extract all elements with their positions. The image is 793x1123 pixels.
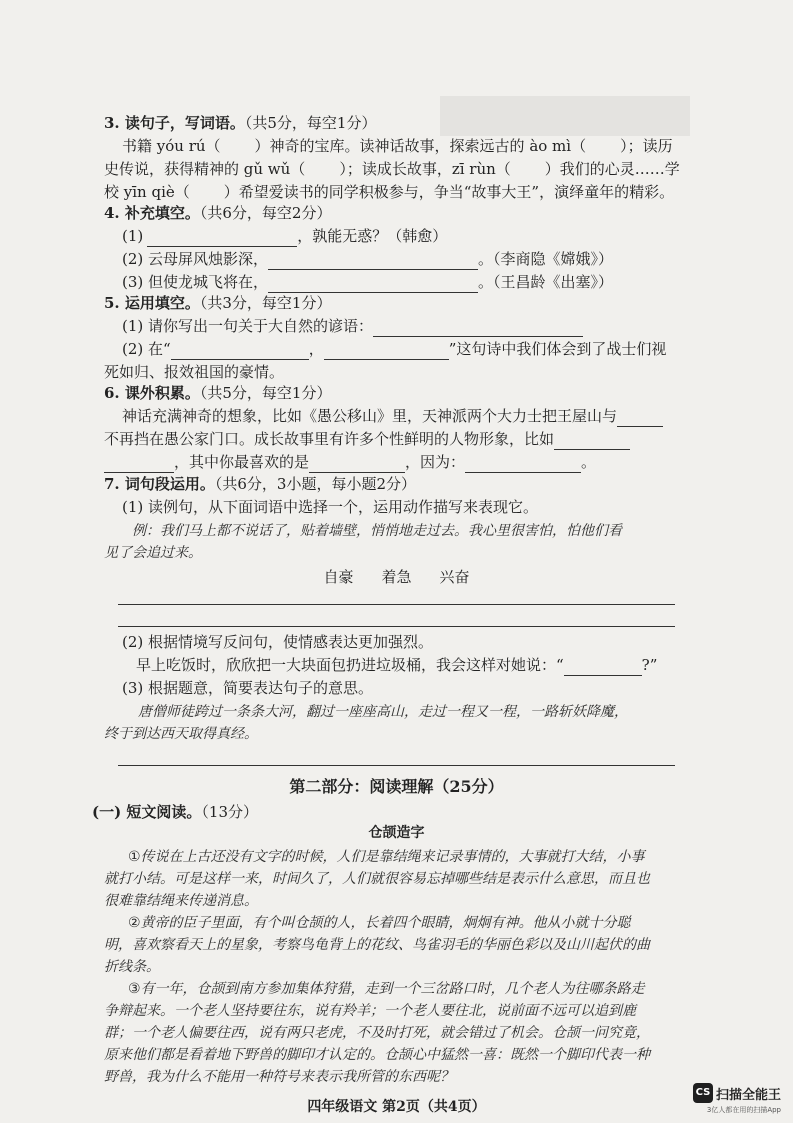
q3-text: ）希望爱读书的同学积极参与，争当“故事大王”，演绎童年的精彩。 (223, 183, 675, 201)
q7-word-choices (0, 566, 793, 588)
q3-text: ）我们的心灵……学 (544, 160, 680, 178)
scanner-watermark (693, 1083, 781, 1116)
q6-text: ，其中你最喜欢的是 (174, 453, 310, 471)
q5-text: (2) 在“ (122, 340, 171, 358)
q6-line3 (104, 451, 685, 473)
q4-text: 。（李商隐《嫦娥》） (478, 250, 614, 268)
word-choice: 兴奋 (439, 568, 470, 586)
article-paragraph3-line: 争辩起来。一个老人坚持要往东，说有羚羊；一个老人要往北，说前面不远可以追到鹿 (104, 1003, 636, 1019)
q5-text: (1) 请你写出一句关于大自然的谚语： (122, 317, 374, 335)
q3-text: ）神奇的宝库。读神话故事，探索远古的 ào mì（ (254, 137, 587, 155)
article-title: 仓颉造字 (368, 825, 425, 841)
answer-blank[interactable] (564, 660, 642, 676)
q6-text: 神话充满神奇的想象，比如《愚公移山》里，天神派两个大力士把王屋山与 (122, 407, 618, 425)
cs-logo-icon: CS (693, 1083, 713, 1103)
q7-score: （共6分，3小题，每小题2分） (214, 475, 417, 493)
q6-header (104, 382, 685, 404)
q7-text: ?” (641, 656, 658, 674)
watermark-brand: 扫描全能王 (715, 1087, 781, 1103)
q6-title: 6. 课外积累。 (104, 384, 200, 402)
q4-score: （共6分，每空2分） (199, 204, 332, 222)
answer-blank[interactable] (268, 254, 478, 270)
article-paragraph1-line: ①传说在上古还没有文字的时候，人们是靠结绳来记录事情的，大事就打大结，小事 (128, 849, 645, 865)
q3-text: 史传说，获得精神的 gǔ wǔ（ (104, 160, 306, 178)
q6-text: ，因为： (405, 453, 466, 471)
q3-text: ）；读成长故事，zī rùn（ (339, 160, 511, 178)
q5-line3: 死如归、报效祖国的豪情。 (104, 363, 285, 381)
answer-blank[interactable] (104, 457, 174, 473)
q4-text: ，孰能无惑？（韩愈） (297, 227, 448, 245)
q7-title: 7. 词句段运用。 (104, 475, 215, 493)
q5-line1 (122, 315, 685, 337)
q7-sub2: (2) 根据情境写反问句，使情感表达更加强烈。 (122, 633, 434, 651)
answer-blank[interactable] (373, 321, 583, 337)
article-paragraph2-line: 明，喜欢察看天上的星象，考察鸟龟背上的花纹、鸟雀羽毛的华丽色彩以及山川起伏的曲 (104, 937, 650, 953)
q4-line1 (122, 225, 685, 247)
q7-sub2-context (136, 654, 685, 676)
q4-text: (3) 但使龙城飞将在， (122, 273, 269, 291)
q4-header (104, 202, 685, 224)
q3-line3 (104, 181, 685, 203)
q3-text: 校 yīn qiè（ (104, 183, 190, 201)
q7-sub3-text2: 终于到达西天取得真经。 (104, 726, 258, 742)
q7-sub3-text1: 唐僧师徒跨过一条条大河，翻过一座座高山，走过一程又一程，一路斩妖降魔， (138, 704, 628, 720)
q3-header (104, 112, 685, 134)
q4-title: 4. 补充填空。 (104, 204, 200, 222)
q7-header (104, 473, 685, 495)
q6-line2 (104, 428, 685, 450)
article-paragraph3-line: 群；一个老人偏要往西，说有两只老虎，不及时打死，就会错过了机会。仓颉一问究竟， (104, 1025, 650, 1041)
q3-text: 书籍 yóu rú（ (122, 137, 221, 155)
answer-line[interactable] (118, 765, 675, 766)
q3-line1 (122, 135, 685, 157)
answer-blank[interactable] (171, 344, 309, 360)
q3-text: ）；读历 (620, 137, 673, 155)
q7-text: 早上吃饭时，欣欣把一大块面包扔进垃圾桶，我会这样对她说：“ (136, 656, 564, 674)
q7-example-line1: 例：我们马上都不说话了，贴着墙壁，悄悄地走过去。我心里很害怕，怕他们看 (132, 523, 622, 539)
answer-blank[interactable] (147, 231, 297, 247)
q4-text: (2) 云母屏风烛影深， (122, 250, 269, 268)
item-number: (1) (122, 227, 144, 245)
part2-section (92, 801, 685, 823)
answer-blank[interactable] (465, 457, 581, 473)
q5-text: ”这句诗中我们体会到了战士们视 (448, 340, 667, 358)
answer-blank[interactable] (617, 411, 663, 427)
article-paragraph3-line: 原来他们都是看着地下野兽的脚印才认定的。仓颉心中猛然一喜：既然一个脚印代表一种 (104, 1047, 650, 1063)
answer-blank[interactable] (309, 457, 405, 473)
q7-example-line2: 见了会追过来。 (104, 545, 202, 561)
answer-blank[interactable] (324, 344, 449, 360)
q7-sub3: (3) 根据题意，简要表达句子的意思。 (122, 679, 374, 697)
q3-score: （共5分，每空1分） (244, 114, 377, 132)
answer-line[interactable] (118, 604, 675, 605)
q3-title: 3. 读句子，写词语。 (104, 114, 245, 132)
q3-line2 (104, 158, 685, 180)
answer-blank[interactable] (554, 434, 630, 450)
page-footer: 四年级语文 第2页（共4页） (307, 1099, 486, 1115)
article-paragraph2-line: ②黄帝的臣子里面，有个叫仓颉的人，长着四个眼睛，炯炯有神。他从小就十分聪 (128, 915, 631, 931)
part2-title: 第二部分：阅读理解（25分） (289, 777, 504, 796)
word-choice: 着急 (381, 568, 412, 586)
q5-text: ， (308, 340, 324, 358)
answer-blank[interactable] (268, 277, 478, 293)
q6-text: 。 (581, 453, 597, 471)
q4-line3 (122, 271, 685, 293)
q5-header (104, 292, 685, 314)
q4-text: 。（王昌龄《出塞》） (478, 273, 614, 291)
article-paragraph1-line: 很难靠结绳来传递消息。 (104, 893, 258, 909)
watermark-tagline: 3亿人都在用的扫描App (706, 1106, 781, 1114)
article-paragraph3-line: ③有一年，仓颉到南方参加集体狩猎，走到一个三岔路口时，几个老人为往哪条路走 (128, 981, 645, 997)
q6-score: （共5分，每空1分） (199, 384, 332, 402)
article-paragraph2-line: 折线条。 (104, 959, 160, 975)
answer-line[interactable] (118, 626, 675, 627)
word-choice: 自豪 (323, 568, 354, 586)
q4-line2 (122, 248, 685, 270)
q5-title: 5. 运用填空。 (104, 294, 200, 312)
section-score: （13分） (201, 803, 259, 821)
q6-text: 不再挡在愚公家门口。成长故事里有许多个性鲜明的人物形象，比如 (104, 430, 555, 448)
q7-sub1: (1) 读例句，从下面词语中选择一个，运用动作描写来表现它。 (122, 498, 539, 516)
article-paragraph3-line: 野兽，我为什么不能用一种符号来表示我所管的东西呢？ (104, 1069, 454, 1085)
q6-line1 (122, 405, 685, 427)
article-paragraph1-line: 就打小结。可是这样一来，时间久了，人们就很容易忘掉哪些结是表示什么意思，而且也 (104, 871, 650, 887)
section-title: (一) 短文阅读。 (92, 803, 202, 821)
q5-line2 (122, 338, 685, 360)
q5-score: （共3分，每空1分） (199, 294, 332, 312)
